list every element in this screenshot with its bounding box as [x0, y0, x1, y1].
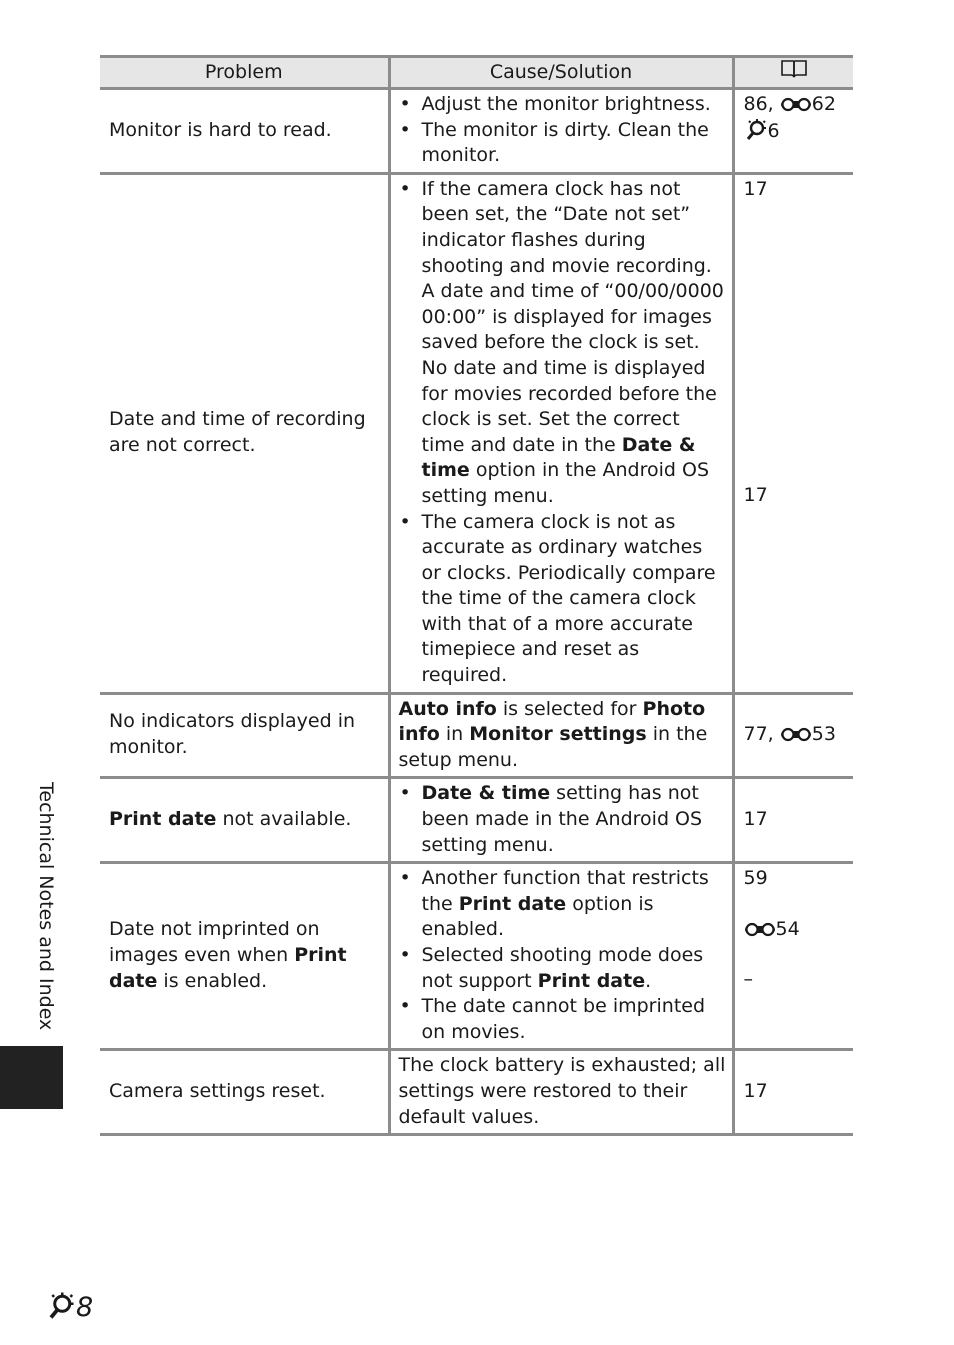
- setting-name: Print date: [537, 969, 646, 992]
- setting-name: Print date: [458, 892, 567, 915]
- reference-cell: [733, 173, 853, 693]
- problem-cell: Camera settings reset.: [100, 1050, 389, 1135]
- problem-text: not available.: [216, 808, 352, 831]
- table-row: [100, 778, 853, 863]
- technical-notes-icon: [744, 118, 768, 140]
- technical-notes-icon: [46, 1290, 76, 1320]
- cause-text: Another function that restricts the: [421, 867, 709, 915]
- reference-cell: 17: [733, 1050, 853, 1135]
- cause-cell: The clock battery is exhausted; all settings were restored to their default values.: [389, 1050, 733, 1135]
- section-side-label: [35, 782, 63, 1044]
- table-row: [100, 1050, 853, 1135]
- cause-text: in the setup menu.: [398, 723, 708, 771]
- setting-name: Photo info: [398, 697, 706, 746]
- cause-cell: [389, 89, 733, 174]
- reference-section-icon: [780, 725, 812, 743]
- setting-name: Print date: [109, 808, 217, 831]
- problem-cell: [100, 863, 389, 1050]
- problem-cell: Date and time of recording are not correct.: [100, 173, 389, 693]
- page-number-text: 8: [76, 1292, 94, 1323]
- reference-section-icon: [744, 920, 776, 938]
- cause-text: setting has not been made in the Android OS setting menu.: [421, 782, 703, 856]
- reference-cell: [733, 693, 853, 778]
- cause-text: option in the Android OS setting menu.: [421, 459, 710, 507]
- cause-cell: [389, 863, 733, 1050]
- reference-text: 77,: [743, 723, 780, 746]
- cause-cell: [389, 778, 733, 863]
- problem-text: is enabled.: [157, 969, 268, 992]
- reference-text: 54: [775, 917, 800, 940]
- cause-text: If the camera clock has not been set, the “Date not set” indicator flashes during shooting and movie recording. A date and time of “00/00/0000 00:00” is displayed for images saved before the clock is set. No date and time is displayed for movies recorded before the clock is set. Set the correct time and date in the: [421, 177, 724, 456]
- cause-item: • The date cannot be imprinted on movies.: [422, 994, 726, 1045]
- cause-item: • Adjust the monitor brightness.: [422, 92, 726, 118]
- reference-text: 62: [811, 93, 836, 115]
- problem-text: Date not imprinted on images even when: [109, 918, 320, 966]
- problem-cell: Monitor is hard to read.: [100, 89, 389, 174]
- troubleshooting-table: [100, 55, 853, 1136]
- cause-text: in: [439, 723, 470, 746]
- setting-name: Date & time: [421, 782, 551, 805]
- table-row: [100, 693, 853, 778]
- book-icon: [780, 59, 808, 79]
- cause-item: [422, 177, 726, 510]
- problem-cell: No indicators displayed in monitor.: [100, 693, 389, 778]
- problem-cell: [100, 778, 389, 863]
- reference-cell: [733, 863, 853, 1050]
- reference-cell: 17: [733, 778, 853, 863]
- table-row: [100, 863, 853, 1050]
- cause-text: Selected shooting mode does not support: [421, 944, 704, 992]
- setting-name: Date & time: [421, 433, 696, 482]
- header-reference: [733, 57, 853, 89]
- table-row: [100, 173, 853, 693]
- cause-item: • The camera clock is not as accurate as ordinary watches or clocks. Periodically compare the time of the camera clock with that of a more accurate timepiece and reset as required.: [422, 510, 726, 689]
- page-number: [46, 1290, 93, 1322]
- setting-name: Print date: [109, 944, 347, 992]
- cause-text: .: [645, 969, 652, 992]
- cause-item: [422, 866, 726, 943]
- setting-name: Auto info: [398, 697, 497, 720]
- reference-line: [744, 917, 848, 943]
- reference-text: 59: [743, 867, 768, 890]
- section-label-text: Technical Notes and Index: [35, 782, 57, 1031]
- setting-name: Monitor settings: [469, 723, 647, 746]
- reference-text: 17: [743, 484, 768, 507]
- reference-cell: [733, 89, 853, 174]
- cause-item: [422, 781, 726, 858]
- table-header-row: [100, 57, 853, 89]
- reference-section-icon: [780, 95, 812, 113]
- section-tab-marker: [0, 1046, 63, 1109]
- cause-text: option is enabled.: [421, 892, 654, 941]
- header-cause-solution: Cause/Solution: [389, 57, 733, 89]
- cause-cell: [389, 693, 733, 778]
- reference-text: 17: [743, 177, 768, 200]
- table-row: [100, 89, 853, 174]
- reference-text: 86,: [743, 93, 780, 115]
- reference-text: 6: [767, 119, 780, 142]
- cause-item: [422, 943, 726, 994]
- reference-line: [744, 118, 848, 145]
- cause-text: is selected for: [496, 697, 643, 720]
- cause-item: • The monitor is dirty. Clean the monitor.: [422, 118, 726, 169]
- reference-line: [744, 92, 848, 118]
- cause-cell: [389, 173, 733, 693]
- header-problem: Problem: [100, 57, 389, 89]
- reference-text: 53: [811, 723, 836, 746]
- reference-text: –: [743, 968, 753, 991]
